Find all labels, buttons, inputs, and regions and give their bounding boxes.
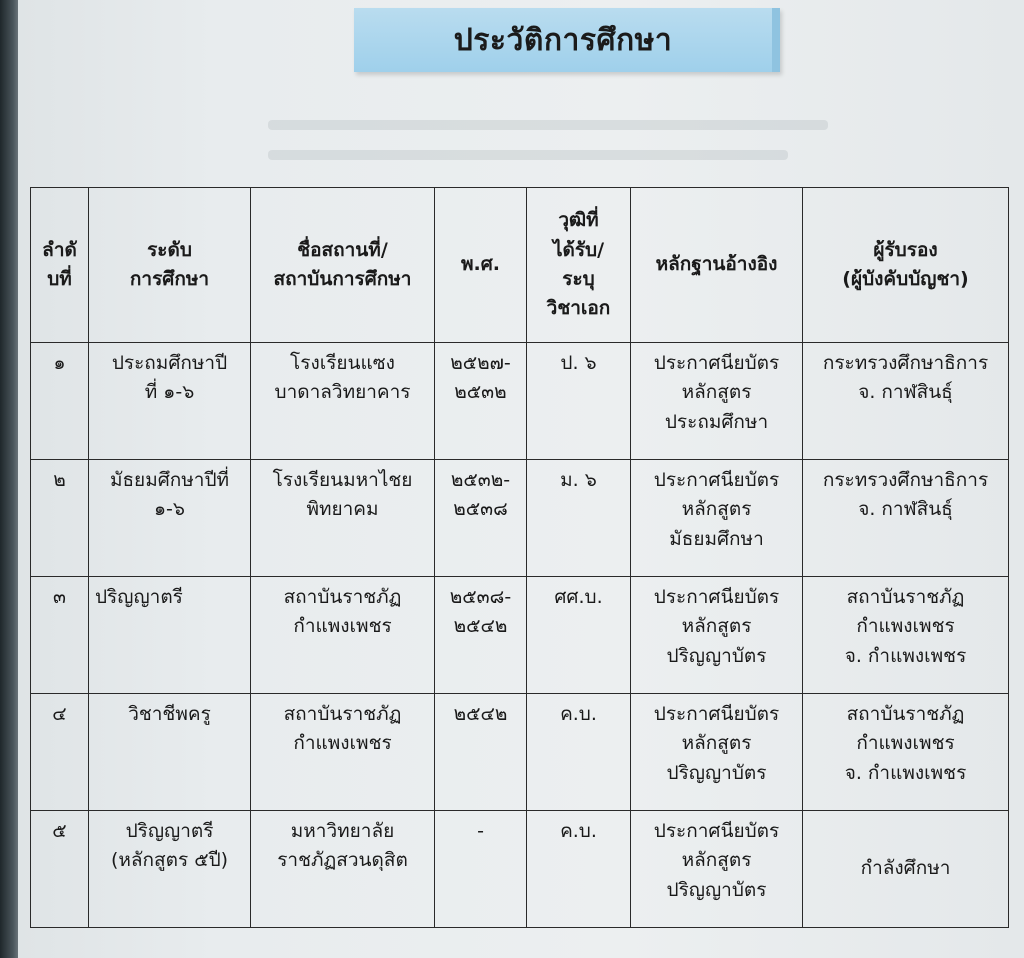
cell-year: -	[435, 811, 527, 928]
cell-qualification: ค.บ.	[527, 811, 631, 928]
column-header-evidence: หลักฐานอ้างอิง	[631, 188, 803, 343]
column-header-certifier: ผู้รับรอง (ผู้บังคับบัญชา)	[803, 188, 1009, 343]
column-header-year: พ.ศ.	[435, 188, 527, 343]
cell-year: ๒๕๔๒	[435, 694, 527, 811]
cell-level: มัธยมศึกษาปีที่ ๑-๖	[89, 460, 251, 577]
cell-year: ๒๕๓๘- ๒๕๔๒	[435, 577, 527, 694]
cell-level: ประถมศึกษาปี ที่ ๑-๖	[89, 343, 251, 460]
bleed-through-line	[268, 120, 828, 130]
cell-level: วิชาชีพครู	[89, 694, 251, 811]
cell-no: ๒	[31, 460, 89, 577]
cell-certifier: สถาบันราชภัฏ กำแพงเพชร จ. กำแพงเพชร	[803, 694, 1009, 811]
cell-qualification: ศศ.บ.	[527, 577, 631, 694]
cell-institution: สถาบันราชภัฏ กำแพงเพชร	[251, 577, 435, 694]
cell-certifier: กำลังศึกษา	[803, 811, 1009, 928]
cell-no: ๓	[31, 577, 89, 694]
column-header-institution: ชื่อสถานที่/ สถาบันการศึกษา	[251, 188, 435, 343]
cell-evidence: ประกาศนียบัตร หลักสูตร ปริญญาบัตร	[631, 811, 803, 928]
education-history-table	[30, 187, 1009, 928]
cell-year: ๒๕๒๗- ๒๕๓๒	[435, 343, 527, 460]
table-row	[31, 577, 1009, 694]
cell-no: ๑	[31, 343, 89, 460]
cell-institution: โรงเรียนมหาไชย พิทยาคม	[251, 460, 435, 577]
cell-institution: มหาวิทยาลัย ราชภัฏสวนดุสิต	[251, 811, 435, 928]
cell-year: ๒๕๓๒- ๒๕๓๘	[435, 460, 527, 577]
cell-evidence: ประกาศนียบัตร หลักสูตร มัธยมศึกษา	[631, 460, 803, 577]
cell-institution: โรงเรียนแซง บาดาลวิทยาคาร	[251, 343, 435, 460]
cell-qualification: ค.บ.	[527, 694, 631, 811]
title-banner	[354, 8, 780, 72]
cell-evidence: ประกาศนียบัตร หลักสูตร ปริญญาบัตร	[631, 577, 803, 694]
table-header-row	[31, 188, 1009, 343]
table-row	[31, 343, 1009, 460]
page-title: ประวัติการศึกษา	[453, 22, 673, 58]
column-header-qualification: วุฒิที่ ได้รับ/ ระบุ วิชาเอก	[527, 188, 631, 343]
bleed-through-line	[268, 150, 788, 160]
cell-certifier: กระทรวงศึกษาธิการ จ. กาฬสินธุ์	[803, 343, 1009, 460]
cell-qualification: ม. ๖	[527, 460, 631, 577]
cell-level: ปริญญาตรี (หลักสูตร ๕ปี)	[89, 811, 251, 928]
table-row	[31, 811, 1009, 928]
table-row	[31, 694, 1009, 811]
column-header-no: ลำดั บที่	[31, 188, 89, 343]
column-header-level: ระดับ การศึกษา	[89, 188, 251, 343]
cell-evidence: ประกาศนียบัตร หลักสูตร ปริญญาบัตร	[631, 694, 803, 811]
cell-level: ปริญญาตรี	[89, 577, 251, 694]
cell-no: ๔	[31, 694, 89, 811]
cell-institution: สถาบันราชภัฏ กำแพงเพชร	[251, 694, 435, 811]
cell-qualification: ป. ๖	[527, 343, 631, 460]
cell-certifier: กระทรวงศึกษาธิการ จ. กาฬสินธุ์	[803, 460, 1009, 577]
cell-evidence: ประกาศนียบัตร หลักสูตร ประถมศึกษา	[631, 343, 803, 460]
cell-certifier: สถาบันราชภัฏ กำแพงเพชร จ. กำแพงเพชร	[803, 577, 1009, 694]
cell-no: ๕	[31, 811, 89, 928]
table-row	[31, 460, 1009, 577]
